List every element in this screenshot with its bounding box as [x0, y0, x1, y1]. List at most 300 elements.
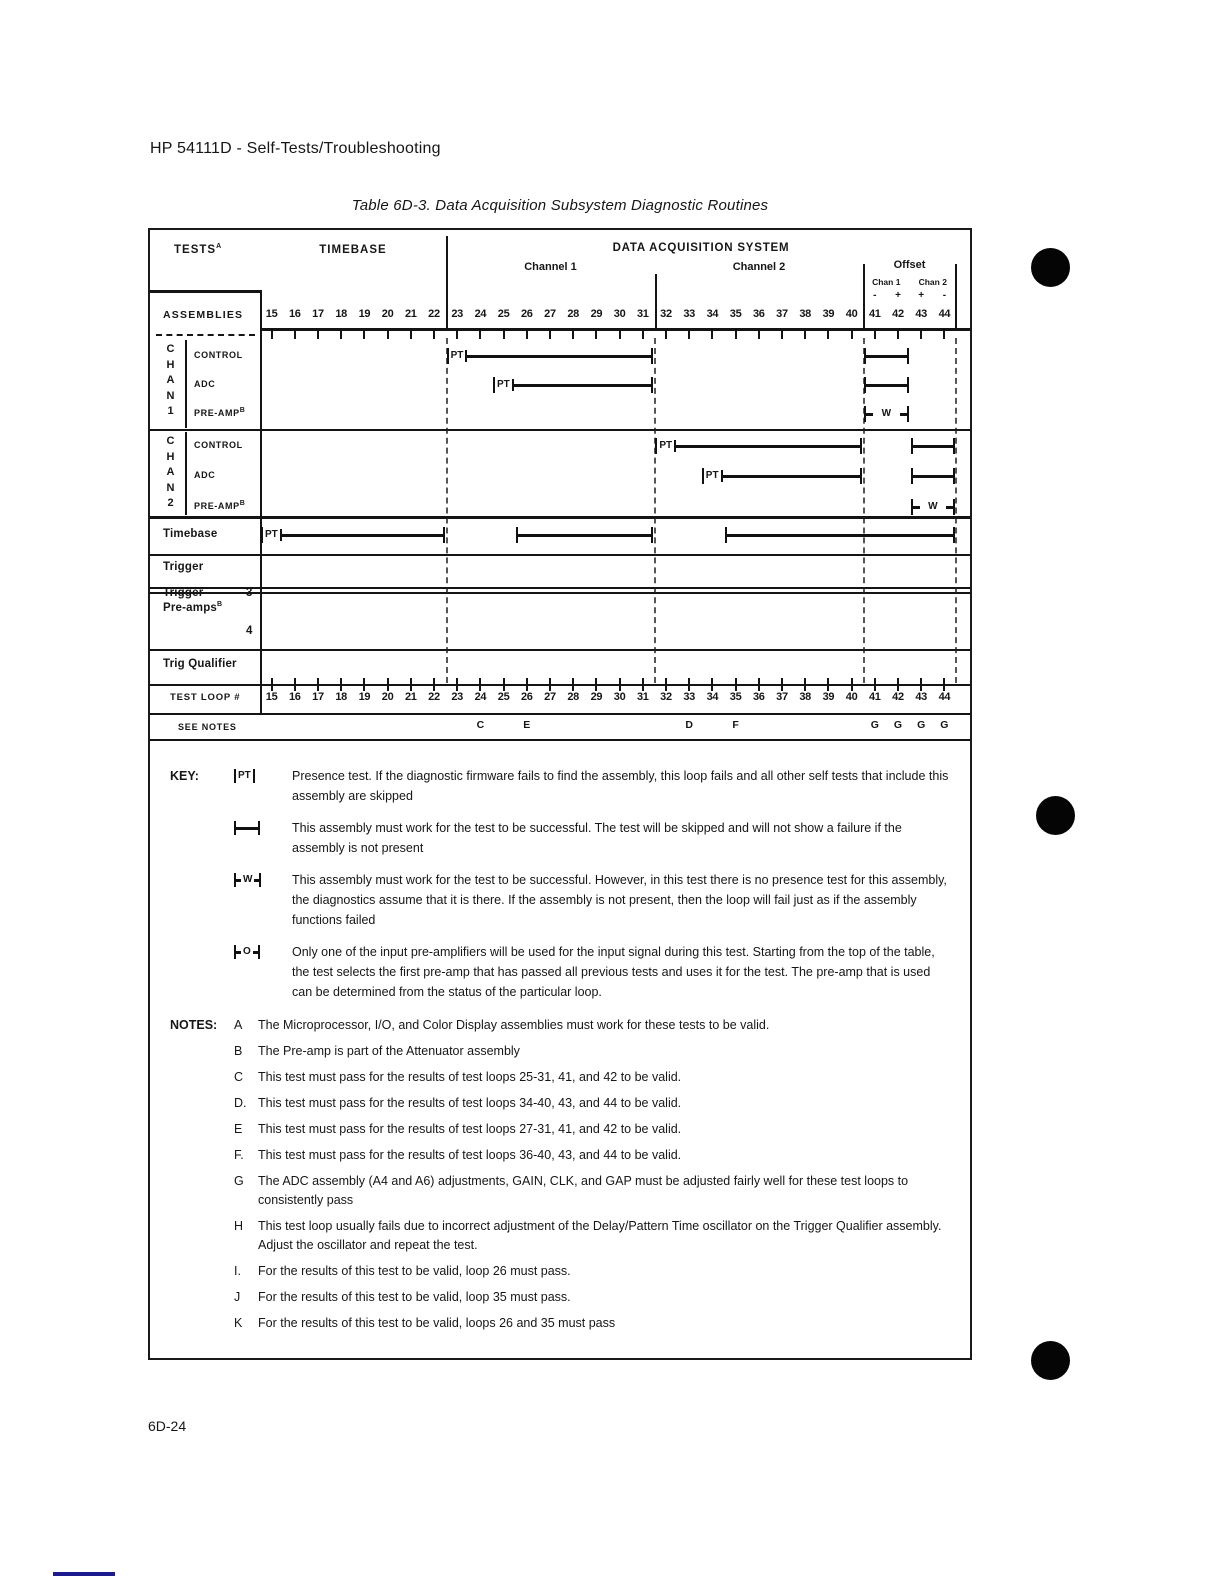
bar-label: PT: [659, 440, 673, 451]
note-letter: I.: [234, 1264, 241, 1278]
loop-number: 40: [845, 308, 858, 320]
chan2-group-label: C H A N 2: [166, 435, 175, 509]
rule-line: [150, 684, 970, 686]
rule-line: [260, 328, 970, 331]
column-tick: [943, 678, 945, 691]
test-loop-number: 16: [288, 691, 301, 703]
key-symbol-o: O: [234, 945, 260, 959]
note-text: The Microprocessor, I/O, and Color Display assemblies must work for these tests to be valid.: [258, 1018, 770, 1032]
test-loop-number: 39: [822, 691, 835, 703]
column-tick: [804, 678, 806, 691]
loop-number: 16: [288, 308, 301, 320]
column-tick: [851, 678, 853, 691]
tests-superscript: A: [216, 243, 223, 251]
divider-line: [955, 264, 957, 328]
diag-bar-plain: [911, 468, 955, 484]
note-item: [170, 1042, 952, 1061]
column-tick: [317, 328, 319, 339]
loop-number: 23: [451, 308, 464, 320]
test-loop-number: 43: [915, 691, 928, 703]
notes-section: [170, 1016, 952, 1333]
divider-line: [655, 274, 657, 328]
column-tick: [526, 678, 528, 691]
loop-number: 38: [799, 308, 812, 320]
bar-label: PT: [450, 350, 464, 361]
column-tick: [572, 328, 574, 339]
column-tick: [363, 678, 365, 691]
trig-qualifier-row-label: Trig Qualifier: [163, 658, 237, 670]
diag-bar-pt: [655, 438, 862, 454]
test-loop-number: 35: [729, 691, 742, 703]
test-loop-number: 28: [567, 691, 580, 703]
offset-chan1-label: Chan 1: [872, 277, 901, 287]
note-text: This test must pass for the results of test loops 34-40, 43, and 44 to be valid.: [258, 1096, 682, 1110]
note-item: [170, 1094, 952, 1113]
test-loop-number: 30: [613, 691, 626, 703]
loop-number: 22: [428, 308, 440, 320]
bar-part: [514, 384, 652, 387]
diagnostic-chart: [150, 230, 970, 742]
loop-number: 33: [683, 308, 696, 320]
trigger-row-label: Trigger: [163, 561, 204, 573]
loop-number: 17: [312, 308, 324, 320]
key-symbol-pt: PT: [234, 769, 255, 783]
column-tick: [503, 678, 505, 691]
note-item: [170, 1172, 952, 1210]
rule-line: [150, 587, 970, 589]
bar-part: [913, 475, 953, 478]
column-tick: [433, 328, 435, 339]
column-tick: [688, 328, 690, 339]
see-note-letter: G: [940, 719, 949, 731]
notes-title: [170, 1314, 234, 1333]
key-text: Presence test. If the diagnostic firmware fails to find the assembly, this loop fails and all other self tests that include this assembly are skipped: [292, 769, 949, 803]
rule-line: [150, 649, 970, 651]
column-tick: [920, 328, 922, 339]
column-tick: [387, 328, 389, 339]
chan1-group-label: C H A N 1: [166, 343, 175, 417]
loop-number: 20: [381, 308, 394, 320]
test-loop-number: 41: [868, 691, 881, 703]
column-tick: [271, 328, 273, 339]
column-tick: [758, 328, 760, 339]
column-tick: [456, 328, 458, 339]
note-letter: F.: [234, 1148, 244, 1162]
test-loop-number: 25: [497, 691, 510, 703]
test-loop-number: 17: [312, 691, 324, 703]
key-item: [170, 818, 952, 858]
loop-number: 27: [544, 308, 556, 320]
see-note-letter: G: [870, 719, 879, 731]
column-tick: [549, 678, 551, 691]
test-loop-number: 44: [938, 691, 951, 703]
note-item: [170, 1314, 952, 1333]
chan1-control-label: CONTROL: [194, 350, 243, 360]
punch-dot-bottom: [1031, 1341, 1070, 1380]
column-tick: [642, 328, 644, 339]
page-number: 6D-24: [148, 1418, 187, 1434]
column-tick: [758, 678, 760, 691]
note-text: This test loop usually fails due to incorrect adjustment of the Delay/Pattern Time oscillator on the Trigger Qualifier assembly. Adjust the oscillator and repeat the test.: [258, 1219, 942, 1252]
diag-bar-w: [911, 499, 955, 515]
test-loop-label: TEST LOOP #: [170, 692, 241, 703]
doc-header: HP 54111D - Self-Tests/Troubleshooting: [150, 140, 441, 157]
rule-line: [150, 592, 970, 594]
key-symbol-w: W: [234, 873, 261, 887]
column-tick: [340, 328, 342, 339]
bar-label: PT: [497, 379, 510, 390]
test-loop-number: 34: [706, 691, 719, 703]
column-tick: [595, 678, 597, 691]
loop-number: 29: [590, 308, 603, 320]
key-item: [170, 870, 952, 930]
chan2-preamp-label: PRE-$AMP^B$: [194, 500, 246, 511]
footer-blue-bar: [53, 1572, 115, 1576]
bar-part: [866, 355, 906, 358]
column-tick: [619, 678, 621, 691]
bar-part: [518, 534, 651, 537]
note-letter: B: [234, 1044, 243, 1058]
column-tick: [827, 328, 829, 339]
test-loop-number: 15: [265, 691, 278, 703]
diag-bar-w: [864, 406, 908, 422]
loop-number: 31: [636, 308, 649, 320]
test-loop-number: 20: [381, 691, 394, 703]
loop-number: 36: [752, 308, 765, 320]
loop-number: 28: [567, 308, 580, 320]
notes-title: [170, 1172, 234, 1210]
section-dashed-divider: [654, 338, 656, 683]
loop-number: 21: [404, 308, 417, 320]
column-tick: [920, 678, 922, 691]
loop-number: 42: [892, 308, 904, 320]
test-loop-number: 23: [451, 691, 464, 703]
test-loop-number: 18: [335, 691, 348, 703]
bar-part: [866, 413, 873, 416]
test-loop-number: 24: [474, 691, 487, 703]
notes-title: [170, 1288, 234, 1307]
key-title: [170, 870, 234, 930]
column-tick: [340, 678, 342, 691]
key-title: [170, 942, 234, 1002]
bar-part: [907, 377, 909, 393]
diag-bar-pt: [493, 377, 653, 393]
bar-part: [676, 445, 860, 448]
chan1-adc-label: ADC: [194, 379, 216, 389]
test-loop-number: 40: [845, 691, 858, 703]
offset-sign: -: [942, 290, 947, 301]
note-letter: K: [234, 1316, 243, 1330]
divider-line: [863, 264, 865, 328]
loop-number: 35: [729, 308, 742, 320]
notes-title: [170, 1042, 234, 1061]
loop-number: 32: [660, 308, 672, 320]
column-tick: [363, 328, 365, 339]
bar-part: [860, 438, 862, 454]
notes-title: [170, 1146, 234, 1165]
column-tick: [479, 678, 481, 691]
test-loop-number: 26: [520, 691, 533, 703]
diag-bar-pt: [261, 527, 445, 543]
key-section: [170, 766, 952, 1002]
data-acquisition-system-header: DATA ACQUISITION SYSTEM: [612, 242, 790, 254]
column-tick: [943, 328, 945, 339]
see-note-letter: D: [685, 719, 693, 731]
note-text: This test must pass for the results of test loops 25-31, 41, and 42 to be valid.: [258, 1070, 682, 1084]
section-dashed-divider: [446, 338, 448, 683]
see-note-letter: E: [523, 719, 531, 731]
note-item: [170, 1262, 952, 1281]
column-tick: [549, 328, 551, 339]
offset-chan2-label: Chan 2: [918, 277, 947, 287]
test-loop-number: 19: [358, 691, 371, 703]
loop-number: 39: [822, 308, 835, 320]
note-item: [170, 1288, 952, 1307]
test-loop-number: 33: [683, 691, 696, 703]
column-tick: [665, 328, 667, 339]
column-tick: [711, 678, 713, 691]
note-text: The ADC assembly (A4 and A6) adjustments, GAIN, CLK, and GAP must be adjusted fairly well for these test loops to consistently pass: [258, 1174, 909, 1207]
note-text: For the results of this test to be valid, loops 26 and 35 must pass: [258, 1316, 616, 1330]
key-title: [170, 818, 234, 858]
see-notes-label: SEE NOTES: [178, 722, 237, 732]
punch-dot-middle: [1036, 796, 1075, 835]
diagnostic-table: [148, 228, 972, 1360]
see-note-letter: G: [917, 719, 926, 731]
loop-number: 43: [915, 308, 928, 320]
note-letter: G: [234, 1174, 244, 1188]
key-text: This assembly must work for the test to be successful. The test will be skipped and will not show a failure if the assembly is not present: [292, 821, 902, 855]
divider-line: [185, 432, 187, 515]
column-tick: [271, 678, 273, 691]
column-tick: [503, 328, 505, 339]
note-item: [170, 1120, 952, 1139]
column-tick: [735, 678, 737, 691]
bar-part: [651, 377, 653, 393]
punch-dot-top: [1031, 248, 1070, 287]
divider-line: [446, 236, 448, 328]
bar-part: [953, 527, 955, 543]
column-tick: [804, 328, 806, 339]
column-tick: [665, 678, 667, 691]
test-loop-number: 27: [544, 691, 556, 703]
test-loop-number: 38: [799, 691, 812, 703]
note-item: [170, 1217, 952, 1255]
bar-part: [282, 534, 443, 537]
note-letter: E: [234, 1122, 243, 1136]
rule-line: [150, 516, 970, 519]
note-text: This test must pass for the results of test loops 27-31, 41, and 42 to be valid.: [258, 1122, 682, 1136]
diag-bar-pt: [447, 348, 654, 364]
note-item: [170, 1146, 952, 1165]
test-loop-number: 42: [892, 691, 904, 703]
notes-title: [170, 1068, 234, 1087]
bar-part: [907, 348, 909, 364]
key-item: [170, 766, 952, 806]
column-tick: [897, 328, 899, 339]
column-tick: [410, 328, 412, 339]
column-tick: [781, 678, 783, 691]
column-tick: [688, 678, 690, 691]
column-tick: [642, 678, 644, 691]
test-loop-number: 22: [428, 691, 440, 703]
key-item: [170, 942, 952, 1002]
offset-sign: +: [918, 290, 925, 301]
rule-line: [150, 554, 970, 556]
section-dashed-divider: [955, 338, 957, 683]
diag-bar-plain: [864, 377, 908, 393]
notes-title: NOTES:: [170, 1018, 218, 1032]
loop-number: 44: [938, 308, 951, 320]
tests-header: [174, 244, 222, 256]
notes-title: [170, 1120, 234, 1139]
bar-part: [907, 406, 909, 422]
test-loop-number: 36: [752, 691, 765, 703]
diag-bar-plain: [516, 527, 653, 543]
assemblies-label: ASSEMBLIES: [163, 309, 244, 321]
column-tick: [619, 328, 621, 339]
loop-number: 34: [706, 308, 719, 320]
note-text: This test must pass for the results of test loops 36-40, 43, and 44 to be valid.: [258, 1148, 682, 1162]
column-tick: [456, 678, 458, 691]
loop-number: 30: [613, 308, 626, 320]
diag-bar-plain: [864, 348, 908, 364]
note-text: The Pre-amp is part of the Attenuator assembly: [258, 1044, 520, 1058]
test-loop-number: 21: [404, 691, 417, 703]
column-tick: [526, 328, 528, 339]
note-item: [170, 1068, 952, 1087]
column-tick: [294, 678, 296, 691]
loop-number: 15: [265, 308, 278, 320]
loop-number: 37: [776, 308, 788, 320]
bar-part: [953, 499, 955, 515]
key-text: This assembly must work for the test to be successful. However, in this test there is no presence test for this assembly, the diagnostics assume that it is there. If the assembly is not present, then the loop will fail just as if the assembly functions failed: [292, 873, 947, 927]
bar-part: [651, 527, 653, 543]
see-note-letter: F: [732, 719, 739, 731]
column-tick: [897, 678, 899, 691]
rule-line: [150, 713, 970, 715]
column-tick: [317, 678, 319, 691]
see-note-letter: G: [893, 719, 903, 731]
bar-label: W: [928, 501, 938, 512]
column-tick: [595, 328, 597, 339]
bar-part: [651, 348, 653, 364]
bar-label: W: [881, 408, 892, 419]
test-loop-number: 29: [590, 691, 603, 703]
bar-part: [727, 534, 953, 537]
see-note-letter: C: [476, 719, 485, 731]
note-letter: A: [234, 1018, 243, 1032]
offset-sign: -: [873, 290, 877, 301]
bar-part: [467, 355, 651, 358]
notes-title: [170, 1262, 234, 1281]
note-letter: D.: [234, 1096, 247, 1110]
bar-part: [860, 468, 862, 484]
bar-part: [900, 413, 907, 416]
tests-label: TESTS: [174, 244, 217, 256]
loop-number: 24: [474, 308, 487, 320]
rule-line: [150, 739, 970, 741]
diag-bar-pt: [702, 468, 862, 484]
chan2-control-label: CONTROL: [194, 440, 243, 450]
bar-part: [443, 527, 445, 543]
trigger-preamps-label-line2: Pre-amps$^B$: [163, 601, 223, 614]
column-tick: [874, 328, 876, 339]
bar-part: [953, 438, 955, 454]
timebase-row-label: Timebase: [163, 528, 218, 540]
bar-part: [723, 475, 861, 478]
bar-part: [866, 384, 906, 387]
column-tick: [387, 678, 389, 691]
test-loop-number: 31: [636, 691, 649, 703]
channel2-header: Channel 2: [732, 261, 786, 273]
offset-subheader: [863, 277, 956, 287]
chan1-preamp-label: PRE-$AMP^B$: [194, 407, 246, 418]
column-tick: [294, 328, 296, 339]
column-tick: [874, 678, 876, 691]
assemblies-dashed-underline: [156, 334, 255, 336]
note-text: For the results of this test to be valid, loop 26 must pass.: [258, 1264, 571, 1278]
loop-number: 19: [358, 308, 371, 320]
test-loop-number: 37: [776, 691, 788, 703]
rule-line: [150, 290, 260, 293]
column-tick: [572, 678, 574, 691]
trigger-preamp-4-label: 4: [246, 625, 253, 637]
key-text: Only one of the input pre-amplifiers will be used for the input signal during this test. Starting from the top of the table, the test selects the first pre-amp that has passed all previous tests and uses it for the test. The pre-amp that is used can be determined from the status of the particular loop.: [292, 945, 935, 999]
notes-title: [170, 1094, 234, 1113]
note-letter: H: [234, 1219, 244, 1233]
test-loop-number: 32: [660, 691, 672, 703]
column-tick: [735, 328, 737, 339]
rule-line: [150, 429, 970, 431]
loop-number: 25: [497, 308, 510, 320]
bar-part: [913, 445, 953, 448]
offset-sign: +: [895, 290, 901, 301]
channel1-header: Channel 1: [524, 261, 577, 273]
loop-number: 26: [520, 308, 533, 320]
column-tick: [851, 328, 853, 339]
bar-label: PT: [265, 529, 278, 540]
loop-number: 41: [868, 308, 881, 320]
offset-header: Offset: [893, 259, 926, 271]
loop-number: 18: [335, 308, 348, 320]
timebase-header: TIMEBASE: [319, 244, 387, 256]
column-tick: [410, 678, 412, 691]
note-text: For the results of this test to be valid, loop 35 must pass.: [258, 1290, 571, 1304]
divider-line: [185, 340, 187, 428]
diag-bar-plain: [911, 438, 955, 454]
bar-part: [913, 506, 920, 509]
bar-part: [953, 468, 955, 484]
column-tick: [711, 328, 713, 339]
column-tick: [479, 328, 481, 339]
note-letter: J: [234, 1290, 241, 1304]
bar-part: [946, 506, 953, 509]
table-title: Table 6D-3. Data Acquisition Subsystem Diagnostic Routines: [351, 197, 769, 214]
note-letter: C: [234, 1070, 244, 1084]
column-tick: [781, 328, 783, 339]
note-item: [170, 1016, 952, 1035]
key-title: KEY:: [170, 769, 199, 783]
chan2-adc-label: ADC: [194, 470, 216, 480]
bar-label: PT: [705, 470, 719, 481]
key-symbol-plain: [234, 821, 260, 835]
column-tick: [433, 678, 435, 691]
divider-line: [260, 290, 262, 714]
notes-title: [170, 1217, 234, 1255]
diag-bar-plain: [725, 527, 955, 543]
column-tick: [827, 678, 829, 691]
